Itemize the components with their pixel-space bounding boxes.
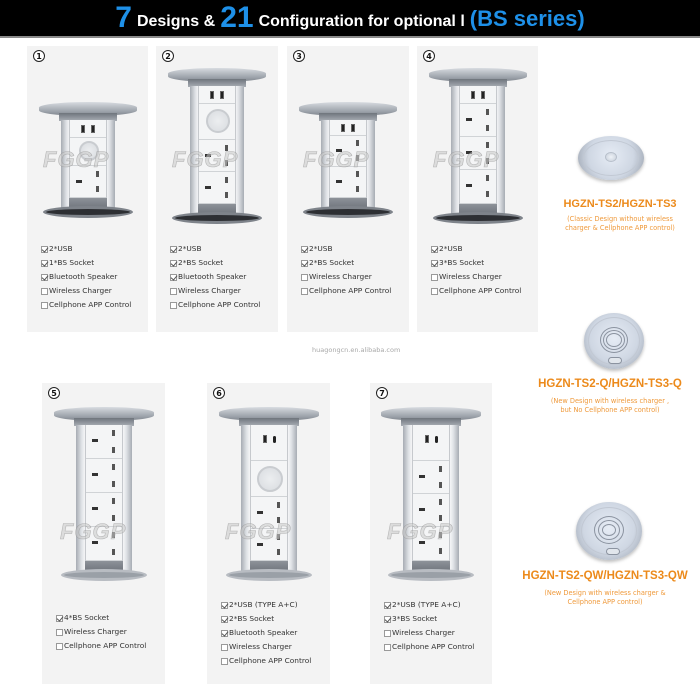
checkbox-empty-icon bbox=[384, 644, 391, 651]
design-number-badge: 2 bbox=[162, 50, 174, 62]
feature-item: Cellphone APP Control bbox=[41, 298, 131, 312]
checkbox-checked-icon bbox=[384, 602, 391, 609]
checkbox-checked-icon bbox=[221, 630, 228, 637]
wireless-cover-image bbox=[584, 313, 644, 369]
socket-tower-image bbox=[381, 407, 481, 583]
feature-item: Bluetooth Speaker bbox=[221, 626, 311, 640]
feature-item: 2*USB bbox=[170, 242, 260, 256]
title-banner bbox=[0, 0, 700, 38]
feature-item: 3*BS Socket bbox=[384, 612, 474, 626]
checkbox-checked-icon bbox=[384, 616, 391, 623]
feature-item: 2*USB (TYPE A+C) bbox=[221, 598, 311, 612]
cover-model-name: HGZN-TS2-QW/HGZN-TS3-QW bbox=[522, 570, 688, 582]
checkbox-checked-icon bbox=[221, 602, 228, 609]
feature-item: 2*USB bbox=[301, 242, 391, 256]
checkbox-empty-icon bbox=[170, 302, 177, 309]
design-card-4 bbox=[417, 46, 538, 332]
usb-port-icon bbox=[471, 91, 475, 99]
feature-item: Bluetooth Speaker bbox=[41, 270, 131, 284]
feature-list bbox=[56, 611, 146, 653]
checkbox-empty-icon bbox=[170, 288, 177, 295]
cover-note: (New Design with wireless charger , but No Cellphone APP control) bbox=[550, 397, 670, 414]
cover-note: (Classic Design without wireless charger & Cellphone APP control) bbox=[565, 215, 675, 232]
feature-item: 2*USB bbox=[41, 242, 131, 256]
usb-port-icon bbox=[481, 91, 485, 99]
design-card-2 bbox=[156, 46, 278, 332]
cover-button-icon bbox=[608, 357, 622, 364]
feature-item: Cellphone APP Control bbox=[221, 654, 311, 668]
checkbox-empty-icon bbox=[41, 302, 48, 309]
watermark: FGGP bbox=[225, 519, 292, 544]
designs-label: Designs & bbox=[136, 13, 216, 30]
usb-port-icon bbox=[81, 125, 85, 133]
checkbox-empty-icon bbox=[56, 643, 63, 650]
speaker-dot-icon bbox=[605, 152, 617, 162]
cover-button-icon bbox=[606, 548, 620, 555]
checkbox-empty-icon bbox=[221, 644, 228, 651]
classic-cover-image bbox=[578, 136, 644, 180]
usb-a-port-icon bbox=[263, 435, 267, 443]
feature-item: Wireless Charger bbox=[170, 284, 260, 298]
design-number-badge: 5 bbox=[48, 387, 60, 399]
configs-count: 21 bbox=[220, 1, 254, 34]
watermark: FGGP bbox=[43, 147, 110, 172]
feature-list bbox=[41, 242, 131, 312]
socket-tower-image bbox=[299, 102, 397, 222]
feature-item: Wireless Charger bbox=[221, 640, 311, 654]
design-card-6 bbox=[207, 383, 330, 684]
checkbox-checked-icon bbox=[431, 260, 438, 267]
checkbox-empty-icon bbox=[384, 630, 391, 637]
feature-item: Cellphone APP Control bbox=[56, 639, 146, 653]
checkbox-checked-icon bbox=[170, 246, 177, 253]
feature-item: Cellphone APP Control bbox=[170, 298, 260, 312]
feature-list bbox=[221, 598, 311, 668]
feature-item: Cellphone APP Control bbox=[384, 640, 474, 654]
checkbox-checked-icon bbox=[431, 246, 438, 253]
speaker-icon bbox=[257, 466, 283, 492]
checkbox-empty-icon bbox=[301, 288, 308, 295]
wireless-app-cover-image bbox=[576, 502, 642, 560]
checkbox-checked-icon bbox=[41, 260, 48, 267]
design-card-3 bbox=[287, 46, 409, 332]
watermark: FGGP bbox=[387, 519, 454, 544]
checkbox-checked-icon bbox=[170, 274, 177, 281]
design-number-badge: 7 bbox=[376, 387, 388, 399]
socket-tower-image bbox=[39, 102, 137, 222]
feature-item: 2*BS Socket bbox=[301, 256, 391, 270]
usb-port-icon bbox=[210, 91, 214, 99]
feature-item: 2*BS Socket bbox=[170, 256, 260, 270]
feature-item: Wireless Charger bbox=[431, 270, 521, 284]
socket-tower-image bbox=[429, 68, 527, 228]
checkbox-empty-icon bbox=[431, 274, 438, 281]
feature-item: 4*BS Socket bbox=[56, 611, 146, 625]
usb-a-port-icon bbox=[425, 435, 429, 443]
checkbox-empty-icon bbox=[56, 629, 63, 636]
speaker-icon bbox=[206, 109, 230, 133]
usb-port-icon bbox=[341, 124, 345, 132]
usb-c-port-icon bbox=[273, 436, 276, 443]
feature-list bbox=[431, 242, 521, 298]
feature-item: 2*USB bbox=[431, 242, 521, 256]
design-card-5 bbox=[42, 383, 165, 684]
cover-model-name: HGZN-TS2/HGZN-TS3 bbox=[563, 198, 677, 210]
design-number-badge: 3 bbox=[293, 50, 305, 62]
checkbox-checked-icon bbox=[41, 274, 48, 281]
cover-note: (New Design with wireless charger & Cellphone APP control) bbox=[544, 589, 666, 606]
feature-item: 2*BS Socket bbox=[221, 612, 311, 626]
socket-tower-image bbox=[54, 407, 154, 583]
cover-model-name: HGZN-TS2-Q/HGZN-TS3-Q bbox=[538, 378, 682, 390]
feature-list bbox=[384, 598, 474, 654]
watermark: FGGP bbox=[303, 147, 370, 172]
checkbox-checked-icon bbox=[301, 260, 308, 267]
design-number-badge: 6 bbox=[213, 387, 225, 399]
feature-list bbox=[301, 242, 391, 298]
feature-list bbox=[170, 242, 260, 312]
feature-item: Bluetooth Speaker bbox=[170, 270, 260, 284]
design-number-badge: 1 bbox=[33, 50, 45, 62]
checkbox-empty-icon bbox=[301, 274, 308, 281]
design-card-1 bbox=[27, 46, 148, 332]
designs-count: 7 bbox=[115, 1, 132, 34]
usb-port-icon bbox=[351, 124, 355, 132]
checkbox-empty-icon bbox=[41, 288, 48, 295]
checkbox-checked-icon bbox=[301, 246, 308, 253]
series-label: (BS series) bbox=[469, 6, 585, 31]
checkbox-empty-icon bbox=[221, 658, 228, 665]
feature-item: 1*BS Socket bbox=[41, 256, 131, 270]
checkbox-checked-icon bbox=[56, 615, 63, 622]
usb-port-icon bbox=[91, 125, 95, 133]
socket-tower-image bbox=[219, 407, 319, 583]
feature-item: Wireless Charger bbox=[56, 625, 146, 639]
feature-item: 3*BS Socket bbox=[431, 256, 521, 270]
checkbox-empty-icon bbox=[431, 288, 438, 295]
feature-item: Cellphone APP Control bbox=[431, 284, 521, 298]
feature-item: Wireless Charger bbox=[384, 626, 474, 640]
site-url: huagongcn.en.alibaba.com bbox=[312, 346, 401, 354]
design-number-badge: 4 bbox=[423, 50, 435, 62]
feature-item: Cellphone APP Control bbox=[301, 284, 391, 298]
usb-c-port-icon bbox=[435, 436, 438, 443]
feature-item: 2*USB (TYPE A+C) bbox=[384, 598, 474, 612]
design-card-7 bbox=[370, 383, 492, 684]
feature-item: Wireless Charger bbox=[41, 284, 131, 298]
feature-item: Wireless Charger bbox=[301, 270, 391, 284]
watermark: FGGP bbox=[60, 519, 127, 544]
watermark: FGGP bbox=[433, 147, 500, 172]
configs-label: Configuration for optional l bbox=[258, 13, 465, 30]
checkbox-checked-icon bbox=[221, 616, 228, 623]
checkbox-checked-icon bbox=[41, 246, 48, 253]
checkbox-checked-icon bbox=[170, 260, 177, 267]
watermark: FGGP bbox=[172, 147, 239, 172]
usb-port-icon bbox=[220, 91, 224, 99]
socket-tower-image bbox=[168, 68, 266, 228]
